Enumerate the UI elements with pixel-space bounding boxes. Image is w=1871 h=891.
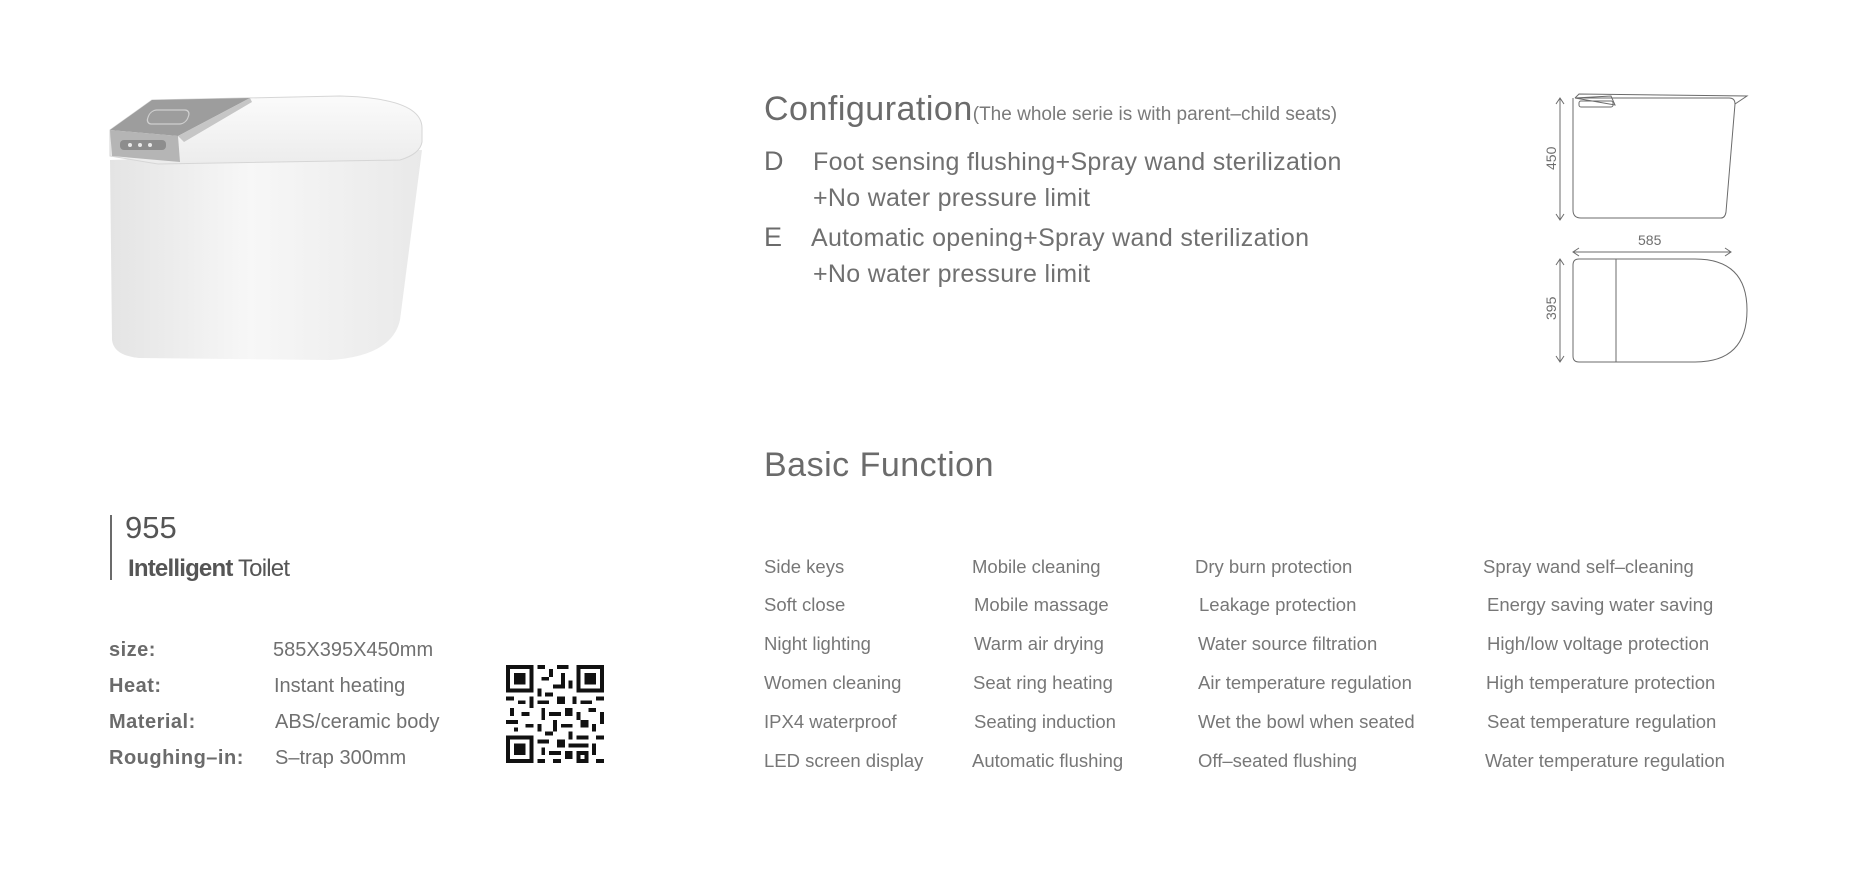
feature-item: Water source filtration	[1198, 633, 1378, 654]
option-d-letter: D	[764, 146, 784, 176]
option-e-line1: Automatic opening+Spray wand sterilization	[811, 224, 1310, 252]
feature-item: Leakage protection	[1199, 594, 1357, 615]
spec-value-material: ABS/ceramic body	[275, 711, 440, 733]
feature-item: Warm air drying	[974, 633, 1104, 654]
feature-item: IPX4 waterproof	[764, 711, 897, 732]
qr-code[interactable]	[506, 665, 604, 763]
feature-item: Seat temperature regulation	[1487, 711, 1717, 732]
feature-item: Dry burn protection	[1195, 556, 1353, 577]
feature-item: Spray wand self–cleaning	[1483, 556, 1694, 577]
option-e-letter: E	[764, 222, 783, 252]
dimension-height-label: 450	[1543, 146, 1559, 170]
feature-item: Side keys	[764, 556, 845, 577]
dimension-width-label: 395	[1543, 296, 1559, 320]
spec-label-roughing-in: Roughing–in:	[109, 747, 244, 769]
feature-item: Night lighting	[764, 633, 871, 654]
dimension-length-label: 585	[1638, 232, 1662, 248]
basic-function-title: Basic Function	[764, 446, 994, 484]
feature-item: Off–seated flushing	[1198, 750, 1358, 771]
configuration-title: Configuration	[764, 90, 973, 128]
model-name-bold: Intelligent	[128, 555, 233, 582]
model-number: 955	[125, 510, 177, 545]
model-accent-bar	[110, 515, 112, 580]
configuration-heading	[764, 90, 1337, 129]
feature-item: LED screen display	[764, 750, 924, 771]
option-e-line2: +No water pressure limit	[813, 260, 1091, 288]
feature-item: Women cleaning	[764, 672, 902, 693]
feature-item: Seating induction	[974, 711, 1116, 732]
feature-item: High temperature protection	[1486, 672, 1716, 693]
feature-item: Automatic flushing	[972, 750, 1124, 771]
feature-item: Water temperature regulation	[1485, 750, 1725, 771]
option-d-line2: +No water pressure limit	[813, 184, 1091, 212]
feature-item: Soft close	[764, 594, 846, 615]
spec-label-heat: Heat:	[109, 675, 162, 697]
configuration-note: (The whole serie is with parent–child seats)	[972, 104, 1338, 125]
dimension-drawing	[1535, 92, 1755, 372]
model-name	[128, 555, 289, 583]
product-image	[100, 90, 440, 370]
feature-item: Mobile cleaning	[972, 556, 1101, 577]
feature-item: Air temperature regulation	[1198, 672, 1412, 693]
spec-label-material: Material:	[109, 711, 196, 733]
feature-item: High/low voltage protection	[1487, 633, 1710, 654]
spec-value-size: 585X395X450mm	[273, 639, 434, 661]
spec-label-size: size:	[109, 639, 156, 661]
option-d-line1: Foot sensing flushing+Spray wand sterilization	[813, 148, 1342, 176]
feature-item: Seat ring heating	[973, 672, 1113, 693]
model-name-rest: Toilet	[232, 555, 290, 582]
feature-item: Mobile massage	[974, 594, 1109, 615]
spec-value-roughing-in: S–trap 300mm	[275, 747, 407, 769]
spec-value-heat: Instant heating	[274, 675, 406, 697]
feature-item: Wet the bowl when seated	[1198, 711, 1415, 732]
feature-item: Energy saving water saving	[1487, 594, 1714, 615]
